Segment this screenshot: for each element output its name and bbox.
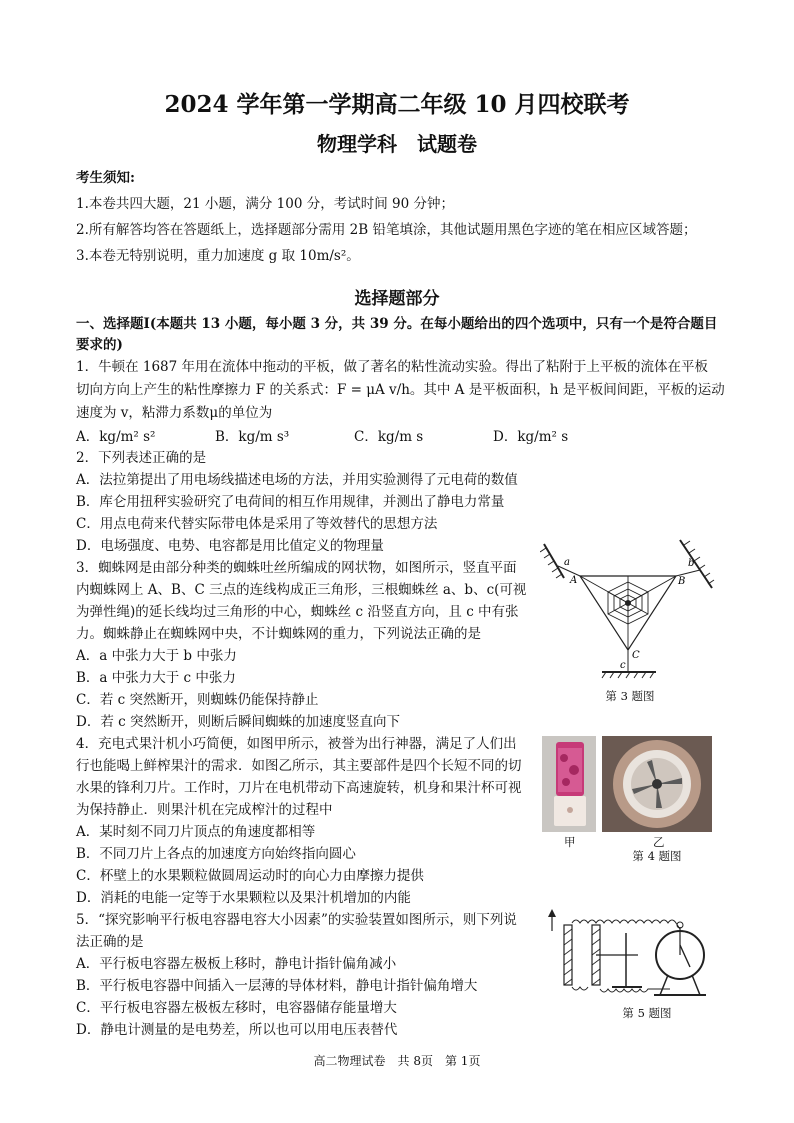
q4-line3: 水果的锋利刀片。工作时，刀片在电机带动下高速旋转，机身和果汁杯可视 bbox=[76, 780, 522, 796]
q5-option-b[interactable]: B．平行板电容器中间插入一层薄的导体材料，静电计指针偏角增大 bbox=[76, 978, 478, 994]
q3-line1: 3．蜘蛛网是由部分种类的蜘蛛吐丝所编成的网状物，如图所示，竖直平面 bbox=[76, 560, 517, 576]
q4-line1: 4．充电式果汁机小巧简便，如图甲所示，被誉为出行神器，满足了人们出 bbox=[76, 736, 517, 752]
section-title: 选择题部分 bbox=[354, 289, 440, 309]
q5-line1: 5．“探究影响平行板电容器电容大小因素”的实验装置如图所示，则下列说 bbox=[76, 912, 517, 928]
q1-line3: 速度为 v，粘滞力系数μ的单位为 bbox=[76, 405, 273, 421]
q3-figure bbox=[540, 532, 720, 702]
q3-option-d[interactable]: D．若 c 突然断开，则断后瞬间蜘蛛的加速度竖直向下 bbox=[76, 714, 400, 730]
q1-line2: 切向方向上产生的粘性摩擦力 F 的关系式：F = μA v/h。其中 A 是平板面积，h 是平板间间距，平板的运动 bbox=[76, 382, 725, 398]
q2-option-d[interactable]: D．电场强度、电势、电容都是用比值定义的物理量 bbox=[76, 538, 384, 554]
q3-option-a[interactable]: A．a 中张力大于 b 中张力 bbox=[76, 648, 237, 664]
q4-option-a[interactable]: A．某时刻不同刀片顶点的角速度都相等 bbox=[76, 824, 316, 840]
q2-option-b[interactable]: B．库仑用扭秤实验研究了电荷间的相互作用规律，并测出了静电力常量 bbox=[76, 494, 505, 510]
q1-option-b[interactable]: B．kg/m s³ bbox=[215, 429, 290, 445]
spider-web-diagram bbox=[540, 532, 720, 682]
exam-title: 2024 学年第一学期高二年级 10 月四校联考 bbox=[164, 91, 630, 118]
q5-line2: 法正确的是 bbox=[76, 934, 144, 950]
notice-heading: 考生须知: bbox=[76, 170, 135, 186]
q4-figure-caption: 第 4 题图 bbox=[632, 849, 682, 863]
q4-line4: 为保持静止．则果汁机在完成榨汁的过程中 bbox=[76, 802, 333, 818]
label-A: A bbox=[570, 575, 578, 586]
exam-subtitle: 物理学科 试题卷 bbox=[317, 132, 477, 156]
q1-options bbox=[76, 426, 632, 448]
q4-option-c[interactable]: C．杯壁上的水果颗粒做圆周运动时的向心力由摩擦力提供 bbox=[76, 868, 424, 884]
q2-stem: 2．下列表述正确的是 bbox=[76, 450, 207, 466]
label-yi: 乙 bbox=[653, 835, 665, 849]
q3-line4: 力。蜘蛛静止在蜘蛛网中央，不计蜘蛛网的重力，下列说法正确的是 bbox=[76, 626, 481, 642]
q3-line2: 内蜘蛛网上 A、B、C 三点的连线构成正三角形，三根蜘蛛丝 a、b、c(可视 bbox=[76, 582, 527, 598]
q4-option-b[interactable]: B．不同刀片上各点的加速度方向始终指向圆心 bbox=[76, 846, 356, 862]
label-a: a bbox=[564, 557, 570, 568]
notice-item-2: 2.所有解答均答在答题纸上，选择题部分需用 2B 铅笔填涂，其他试题用黑色字迹的笔在相应区域答题； bbox=[76, 222, 697, 238]
q3-option-c[interactable]: C．若 c 突然断开，则蜘蛛仍能保持静止 bbox=[76, 692, 319, 708]
juicer-photos bbox=[542, 736, 712, 832]
notice-item-1: 1.本卷共四大题，21 小题，满分 100 分，考试时间 90 分钟； bbox=[76, 196, 454, 212]
q1-option-c[interactable]: C．kg/m s bbox=[354, 429, 424, 445]
q1-line1: 1．牛顿在 1687 年用在流体中拖动的平板，做了著名的粘性流动实验。得出了粘附于上平板的流体在平板 bbox=[76, 359, 709, 375]
q2-option-a[interactable]: A．法拉第提出了用电场线描述电场的方法，并用实验测得了元电荷的数值 bbox=[76, 472, 518, 488]
q5-figure bbox=[542, 905, 722, 1023]
q5-option-d[interactable]: D．静电计测量的是电势差，所以也可以用电压表替代 bbox=[76, 1022, 398, 1038]
q4-figure bbox=[542, 736, 712, 866]
q4-option-d[interactable]: D．消耗的电能一定等于水果颗粒以及果汁机增加的内能 bbox=[76, 890, 411, 906]
q3-option-b[interactable]: B．a 中张力大于 c 中张力 bbox=[76, 670, 236, 686]
q2-option-c[interactable]: C．用点电荷来代替实际带电体是采用了等效替代的思想方法 bbox=[76, 516, 438, 532]
label-jia: 甲 bbox=[564, 835, 576, 849]
q5-option-c[interactable]: C．平行板电容器左极板左移时，电容器储存能量增大 bbox=[76, 1000, 397, 1016]
label-B: B bbox=[678, 576, 686, 587]
capacitor-electroscope-diagram bbox=[542, 905, 722, 1003]
part1-instructions-line1: 一、选择题Ⅰ(本题共 13 小题，每小题 3 分，共 39 分。在每小题给出的四个选项中，只有一个是符合题目 bbox=[76, 316, 718, 332]
q5-figure-caption: 第 5 题图 bbox=[622, 1006, 672, 1020]
notice-item-3: 3.本卷无特别说明，重力加速度 g 取 10m/s²。 bbox=[76, 248, 360, 264]
q4-line2: 行也能喝上鲜榨果汁的需求．如图乙所示，其主要部件是四个长短不同的切 bbox=[76, 758, 522, 774]
label-C: C bbox=[632, 650, 640, 661]
q3-figure-caption: 第 3 题图 bbox=[605, 689, 655, 703]
part1-instructions-line2: 要求的) bbox=[76, 337, 123, 353]
q5-option-a[interactable]: A．平行板电容器左极板上移时，静电计指针偏角减小 bbox=[76, 956, 397, 972]
page-footer: 高二物理试卷 共 8页 第 1页 bbox=[313, 1054, 481, 1068]
label-b: b bbox=[688, 558, 695, 569]
q1-option-d[interactable]: D．kg/m² s bbox=[493, 429, 569, 445]
q4-photo-labels bbox=[542, 832, 712, 848]
q3-line3: 为弹性绳)的延长线均过三角形的中心，蜘蛛丝 c 沿竖直方向，且 c 中有张 bbox=[76, 604, 519, 620]
label-c: c bbox=[620, 660, 626, 671]
q1-option-a[interactable]: A．kg/m² s² bbox=[76, 429, 156, 445]
